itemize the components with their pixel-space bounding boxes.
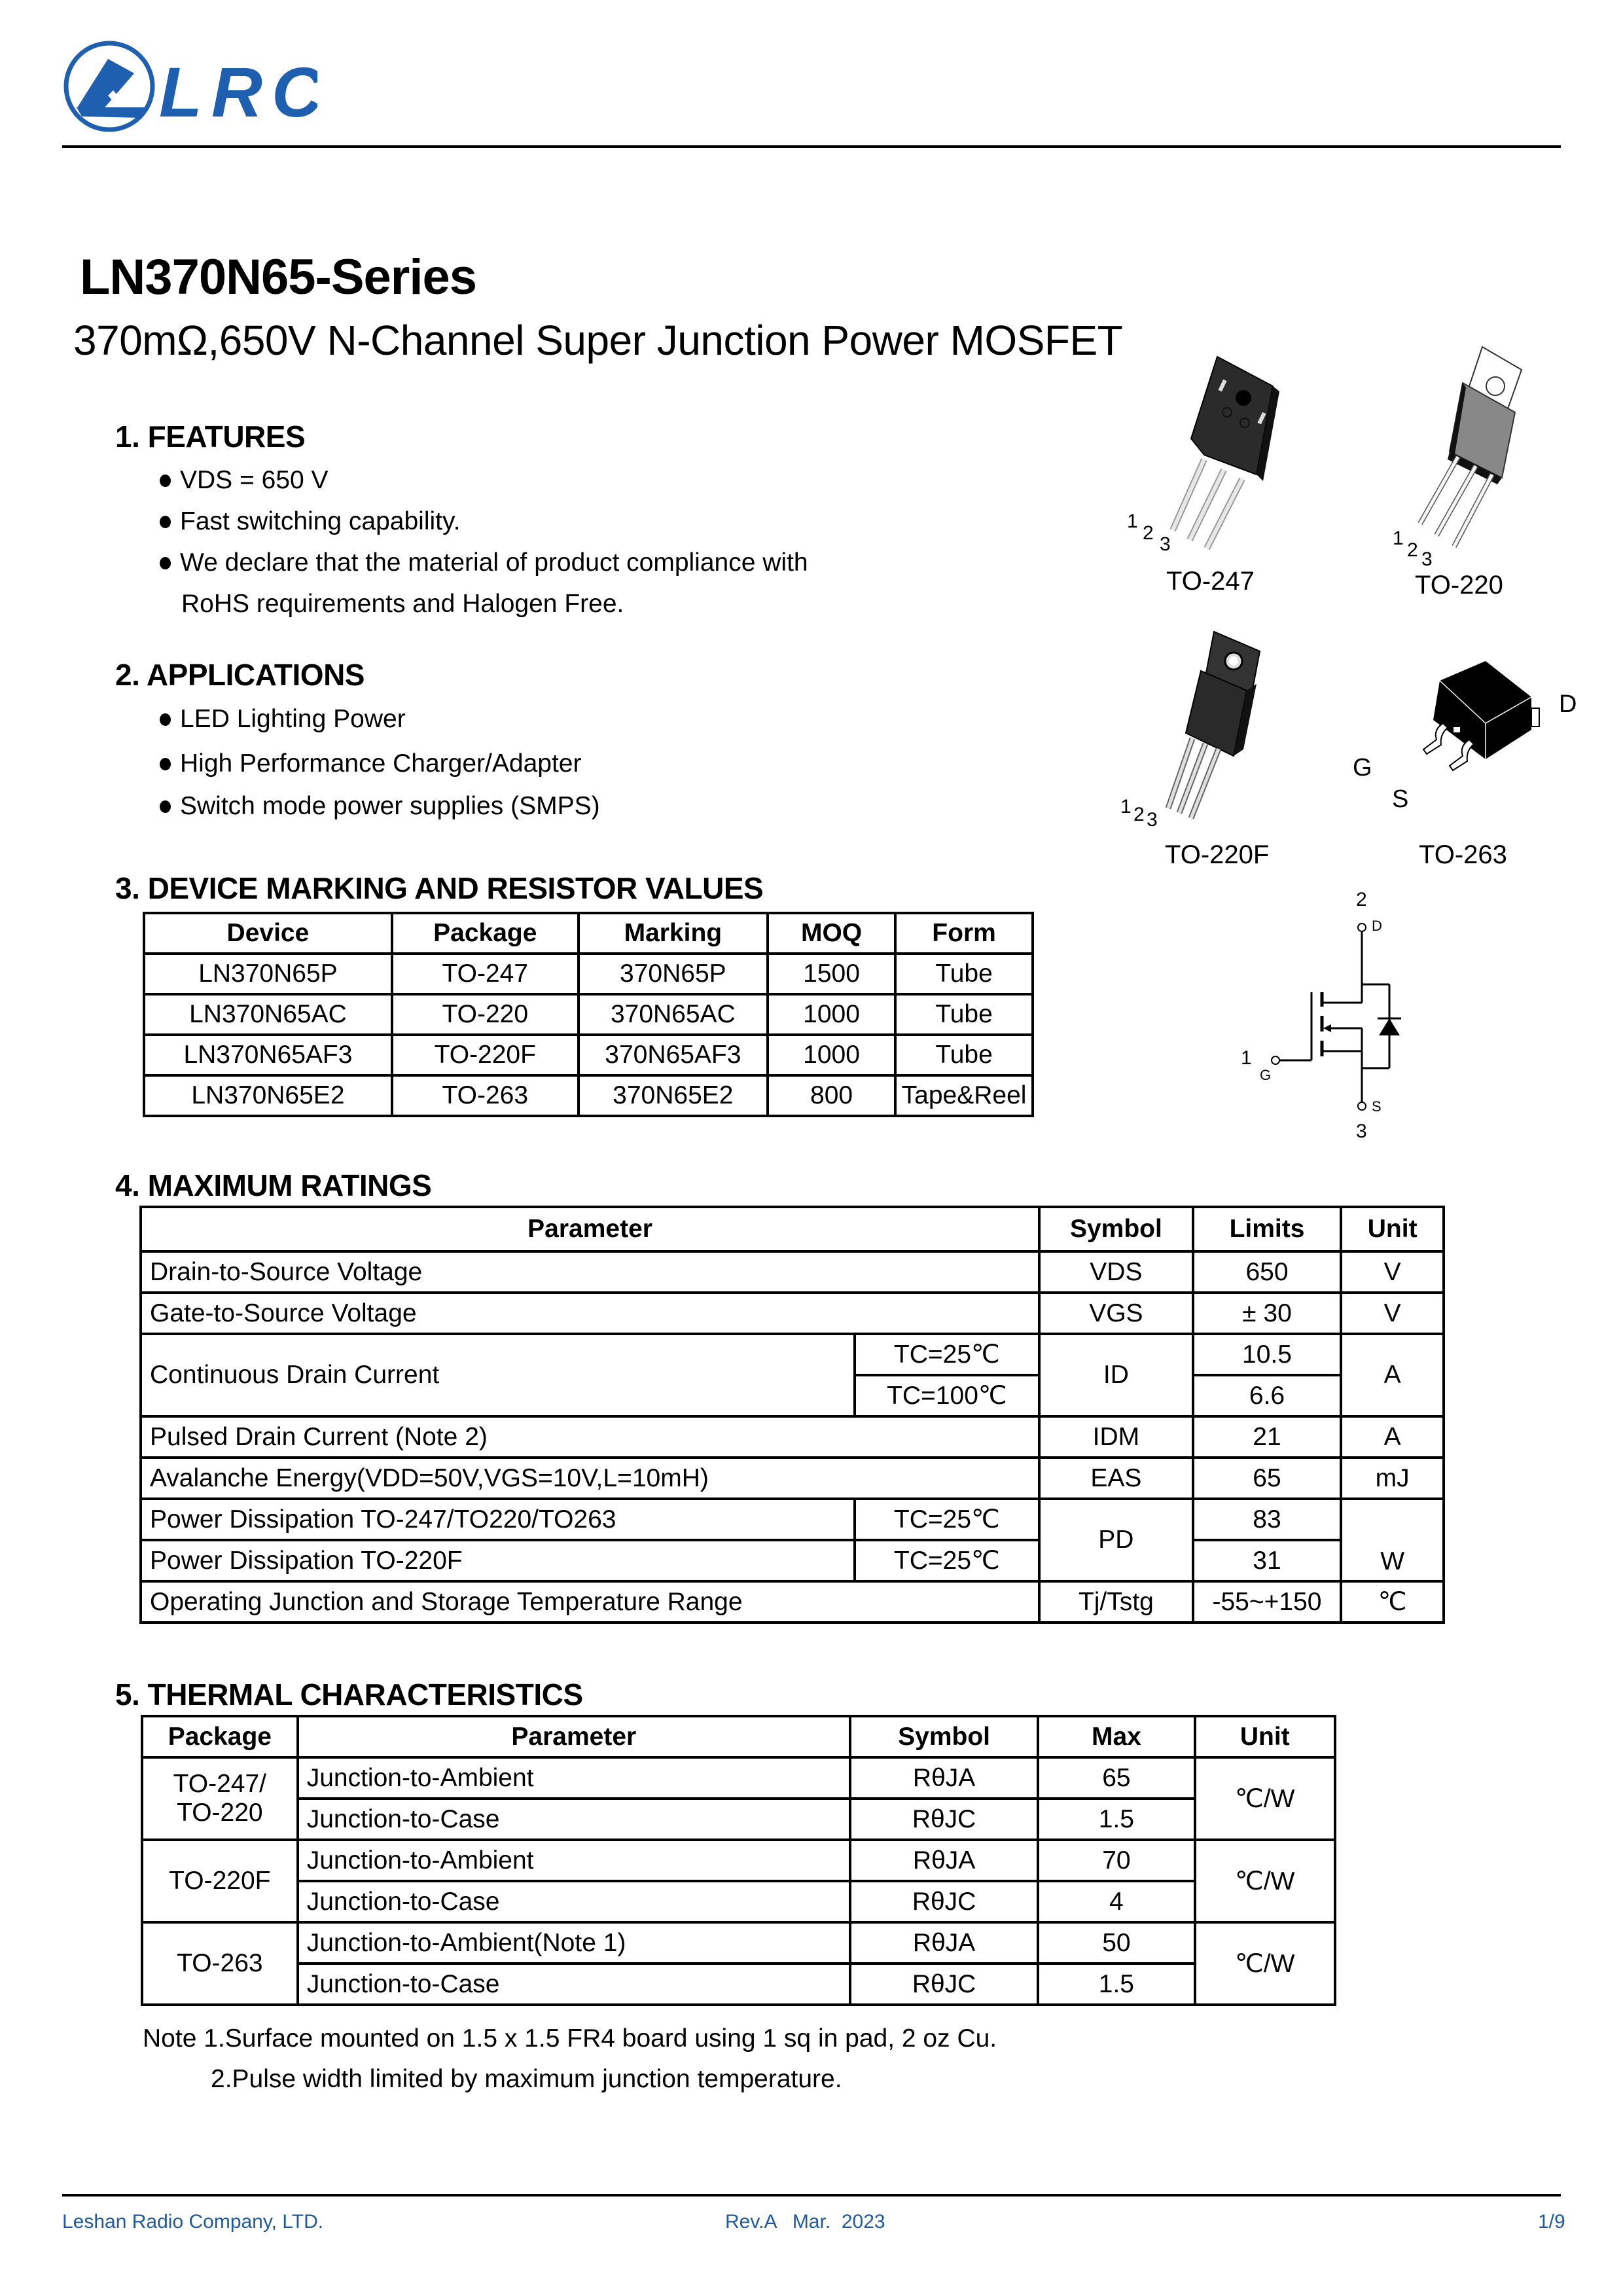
thermal-table: [141, 1715, 1336, 2006]
package-line: TO-220: [177, 1799, 263, 1827]
table-row-pd-220f: [141, 1540, 1444, 1581]
moq-cell: 1500: [768, 954, 895, 994]
col-package: Package: [392, 913, 579, 954]
limit-cell: 21: [1193, 1416, 1342, 1458]
parameter-cell: Junction-to-Case: [298, 1964, 850, 2005]
note-1: Note 1.Surface mounted on 1.5 x 1.5 FR4 board using 1 sq in pad, 2 oz Cu.: [143, 2024, 997, 2053]
package-cell: TO-220: [392, 994, 579, 1035]
limit-cell: 83: [1193, 1499, 1342, 1540]
schematic-drain-label: D: [1372, 918, 1382, 934]
max-cell: 4: [1038, 1881, 1194, 1922]
schematic-gate-label: G: [1260, 1067, 1272, 1083]
device-marking-table: [143, 912, 1034, 1117]
limit-cell: -55~+150: [1193, 1581, 1342, 1623]
table-row-vds: [141, 1251, 1444, 1293]
to220f-label: TO-220F: [1165, 840, 1270, 869]
parameter-cell: Gate-to-Source Voltage: [141, 1293, 1039, 1334]
bullet-icon: [160, 713, 171, 726]
max-ratings-table: [139, 1206, 1445, 1624]
schematic-source-label: S: [1372, 1098, 1382, 1115]
to263-source-label: S: [1392, 785, 1409, 813]
col-device: Device: [144, 913, 392, 954]
to263-package-icon: [1374, 648, 1571, 805]
package-cell: TO-263: [392, 1075, 579, 1116]
package-cell: TO-220F: [142, 1840, 298, 1922]
svg-text:LRC: LRC: [159, 52, 317, 132]
max-cell: 1.5: [1038, 1964, 1194, 2005]
form-cell: Tube: [895, 1035, 1033, 1075]
features-heading: 1. FEATURES: [115, 420, 306, 454]
table-row: [142, 1757, 1335, 1799]
to220-package-icon: [1381, 327, 1577, 550]
form-cell: Tube: [895, 994, 1033, 1035]
parameter-cell: Drain-to-Source Voltage: [141, 1251, 1039, 1293]
col-symbol: Symbol: [1039, 1207, 1193, 1251]
table-row: [144, 994, 1033, 1035]
form-cell: Tape&Reel: [895, 1075, 1033, 1116]
table-row: [142, 1881, 1335, 1922]
to220-label: TO-220: [1415, 571, 1503, 600]
condition-cell: TC=25℃: [855, 1540, 1039, 1581]
parameter-cell: Power Dissipation TO-247/TO220/TO263: [141, 1499, 855, 1540]
schematic-drain-pin: 2: [1356, 889, 1367, 910]
marking-cell: 370N65AC: [579, 994, 768, 1035]
table-row-pd: [141, 1499, 1444, 1540]
header-divider: [62, 145, 1561, 148]
package-line: TO-247/: [173, 1770, 267, 1798]
to247-pin-2: 2: [1143, 522, 1154, 544]
table-header-row: [141, 1207, 1444, 1251]
to220f-pin-3: 3: [1147, 809, 1158, 831]
to263-gate-label: G: [1353, 754, 1372, 781]
lrc-logo-icon: [62, 39, 317, 137]
limit-cell: 6.6: [1193, 1375, 1342, 1416]
col-parameter: Parameter: [298, 1716, 850, 1757]
to247-label: TO-247: [1166, 567, 1255, 596]
document-title: LN370N65-Series: [80, 249, 477, 305]
limit-cell: ± 30: [1193, 1293, 1342, 1334]
table-header-row: [142, 1716, 1335, 1757]
unit-cell: V: [1341, 1293, 1444, 1334]
col-form: Form: [895, 913, 1033, 954]
to247-pin-1: 1: [1127, 511, 1138, 532]
max-cell: 1.5: [1038, 1799, 1194, 1840]
unit-cell: V: [1341, 1251, 1444, 1293]
note-2: 2.Pulse width limited by maximum junction temperature.: [211, 2065, 842, 2093]
unit-cell: ℃: [1341, 1581, 1444, 1623]
table-header-row: [144, 913, 1033, 954]
to247-pin-3: 3: [1160, 533, 1171, 555]
unit-cell: ℃/W: [1195, 1840, 1335, 1922]
footer-revision: Rev.A Mar. 2023: [725, 2211, 885, 2233]
symbol-cell: ID: [1039, 1334, 1193, 1416]
symbol-cell: RθJC: [850, 1964, 1038, 2005]
symbol-cell: EAS: [1039, 1458, 1193, 1499]
col-symbol: Symbol: [850, 1716, 1038, 1757]
feature-item-continuation: RoHS requirements and Halogen Free.: [181, 590, 624, 618]
to220-pin-3: 3: [1421, 548, 1433, 570]
col-limits: Limits: [1193, 1207, 1342, 1251]
max-ratings-heading: 4. MAXIMUM RATINGS: [115, 1168, 432, 1202]
thermal-heading: 5. THERMAL CHARACTERISTICS: [115, 1677, 583, 1712]
parameter-cell: Avalanche Energy(VDD=50V,VGS=10V,L=10mH): [141, 1458, 1039, 1499]
parameter-cell: Junction-to-Case: [298, 1881, 850, 1922]
condition-cell: TC=25℃: [855, 1334, 1039, 1375]
col-unit: Unit: [1195, 1716, 1335, 1757]
symbol-cell: VDS: [1039, 1251, 1193, 1293]
symbol-cell: RθJA: [850, 1840, 1038, 1881]
package-cell: TO-220F: [392, 1035, 579, 1075]
table-row: [142, 1964, 1335, 2005]
mosfet-schematic: [1230, 910, 1427, 1145]
application-item: Switch mode power supplies (SMPS): [160, 792, 600, 821]
table-row-idm: [141, 1416, 1444, 1458]
limit-cell: 10.5: [1193, 1334, 1342, 1375]
device-cell: LN370N65AC: [144, 994, 392, 1035]
col-max: Max: [1038, 1716, 1194, 1757]
parameter-cell: Continuous Drain Current: [141, 1334, 855, 1416]
symbol-cell: RθJC: [850, 1881, 1038, 1922]
package-cell: [142, 1757, 298, 1840]
application-item: High Performance Charger/Adapter: [160, 749, 581, 778]
footer-company: Leshan Radio Company, LTD.: [62, 2211, 324, 2233]
col-parameter: Parameter: [141, 1207, 1039, 1251]
schematic-source-pin: 3: [1356, 1121, 1367, 1142]
parameter-cell: Pulsed Drain Current (Note 2): [141, 1416, 1039, 1458]
to263-package-image: [1374, 648, 1571, 805]
symbol-cell: IDM: [1039, 1416, 1193, 1458]
table-row: [142, 1840, 1335, 1881]
table-row: [144, 1035, 1033, 1075]
max-cell: 70: [1038, 1840, 1194, 1881]
unit-cell: W: [1341, 1499, 1444, 1581]
col-package: Package: [142, 1716, 298, 1757]
max-cell: 65: [1038, 1757, 1194, 1799]
package-cell: TO-247: [392, 954, 579, 994]
parameter-cell: Power Dissipation TO-220F: [141, 1540, 855, 1581]
form-cell: Tube: [895, 954, 1033, 994]
to263-label: TO-263: [1419, 840, 1507, 869]
feature-item: Fast switching capability.: [160, 507, 460, 536]
table-row-eas: [141, 1458, 1444, 1499]
max-cell: 50: [1038, 1922, 1194, 1964]
col-moq: MOQ: [768, 913, 895, 954]
condition-cell: TC=25℃: [855, 1499, 1039, 1540]
n-channel-mosfet-symbol-icon: [1230, 910, 1427, 1145]
to247-package-icon: [1139, 340, 1335, 550]
table-row: [142, 1922, 1335, 1964]
parameter-cell: Junction-to-Ambient(Note 1): [298, 1922, 850, 1964]
device-marking-heading: 3. DEVICE MARKING AND RESISTOR VALUES: [115, 871, 764, 905]
lrc-logo: [62, 39, 317, 137]
to263-drain-label: D: [1559, 691, 1577, 718]
col-unit: Unit: [1341, 1207, 1444, 1251]
schematic-gate-pin: 1: [1241, 1047, 1252, 1069]
unit-cell: mJ: [1341, 1458, 1444, 1499]
parameter-cell: Junction-to-Ambient: [298, 1757, 850, 1799]
feature-item: We declare that the material of product compliance with: [160, 548, 808, 577]
footer-page-number: 1/9: [1538, 2211, 1565, 2233]
to247-package-image: [1139, 340, 1335, 550]
document-subtitle: 370mΩ,650V N-Channel Super Junction Power MOSFET: [73, 317, 1123, 364]
moq-cell: 800: [768, 1075, 895, 1116]
to220-package-image: [1381, 327, 1577, 550]
unit-cell: A: [1341, 1416, 1444, 1458]
marking-cell: 370N65AF3: [579, 1035, 768, 1075]
table-row-id: [141, 1334, 1444, 1375]
parameter-cell: Junction-to-Ambient: [298, 1840, 850, 1881]
table-row-tj: [141, 1581, 1444, 1623]
unit-cell: ℃/W: [1195, 1757, 1335, 1840]
footer-divider: [62, 2194, 1561, 2197]
symbol-cell: RθJC: [850, 1799, 1038, 1840]
device-cell: LN370N65E2: [144, 1075, 392, 1116]
symbol-cell: Tj/Tstg: [1039, 1581, 1193, 1623]
applications-heading: 2. APPLICATIONS: [115, 658, 365, 692]
package-cell: TO-263: [142, 1922, 298, 2005]
device-cell: LN370N65AF3: [144, 1035, 392, 1075]
limit-cell: 650: [1193, 1251, 1342, 1293]
table-row: [142, 1799, 1335, 1840]
application-item: LED Lighting Power: [160, 705, 406, 734]
device-cell: LN370N65P: [144, 954, 392, 994]
to220f-pin-2: 2: [1133, 804, 1145, 825]
unit-cell: ℃/W: [1195, 1922, 1335, 2005]
parameter-cell: Junction-to-Case: [298, 1799, 850, 1840]
table-row: [144, 954, 1033, 994]
symbol-cell: RθJA: [850, 1922, 1038, 1964]
moq-cell: 1000: [768, 1035, 895, 1075]
symbol-cell: PD: [1039, 1499, 1193, 1581]
to220f-package-image: [1139, 622, 1302, 831]
condition-cell: TC=100℃: [855, 1375, 1039, 1416]
marking-cell: 370N65P: [579, 954, 768, 994]
parameter-cell: Operating Junction and Storage Temperature Range: [141, 1581, 1039, 1623]
bullet-icon: [160, 475, 171, 487]
to220f-package-icon: [1139, 622, 1302, 831]
bullet-icon: [160, 557, 171, 569]
table-row-vgs: [141, 1293, 1444, 1334]
marking-cell: 370N65E2: [579, 1075, 768, 1116]
to220-pin-2: 2: [1407, 539, 1418, 561]
bullet-icon: [160, 758, 171, 770]
to220f-pin-1: 1: [1120, 796, 1132, 817]
to220-pin-1: 1: [1393, 528, 1404, 549]
moq-cell: 1000: [768, 994, 895, 1035]
col-marking: Marking: [579, 913, 768, 954]
limit-cell: 31: [1193, 1540, 1342, 1581]
limit-cell: 65: [1193, 1458, 1342, 1499]
bullet-icon: [160, 800, 171, 813]
table-row: [144, 1075, 1033, 1116]
feature-item: VDS = 650 V: [160, 466, 329, 495]
symbol-cell: VGS: [1039, 1293, 1193, 1334]
unit-cell: A: [1341, 1334, 1444, 1416]
bullet-icon: [160, 516, 171, 528]
symbol-cell: RθJA: [850, 1757, 1038, 1799]
